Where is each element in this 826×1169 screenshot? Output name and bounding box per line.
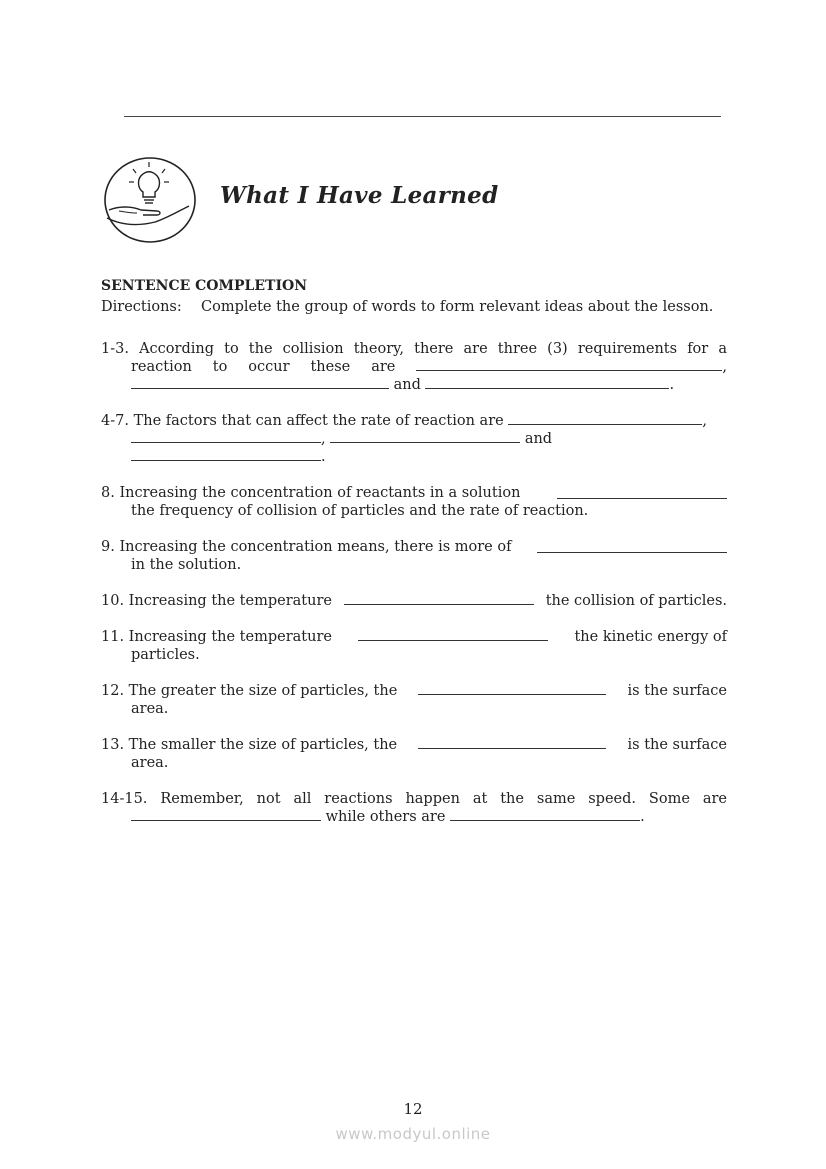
item-text: 13. The smaller the size of particles, the — [101, 737, 398, 753]
item-text: is the surface — [627, 737, 727, 753]
answer-blank[interactable] — [131, 376, 389, 389]
punct: , — [722, 359, 727, 375]
answer-blank[interactable] — [418, 736, 606, 749]
item-continuation: particles. — [131, 647, 200, 663]
answer-blank[interactable] — [131, 448, 321, 461]
item-text: 11. Increasing the temperature — [101, 629, 332, 645]
punct: , — [702, 413, 707, 429]
item-word: and — [524, 431, 553, 447]
item-line — [101, 358, 727, 376]
item-text: 4-7. The factors that can affect the rate of reaction are — [101, 413, 504, 429]
answer-blank[interactable] — [508, 412, 702, 425]
page-number: 12 — [403, 1100, 423, 1118]
item-4-7 — [101, 412, 727, 466]
item-line — [101, 538, 727, 556]
item-8 — [101, 484, 727, 520]
item-line — [101, 376, 727, 394]
item-text: is the surface — [627, 683, 727, 699]
answer-blank[interactable] — [425, 376, 669, 389]
answer-blank[interactable] — [418, 682, 606, 695]
page-title: What I Have Learned — [220, 182, 499, 209]
item-continuation: in the solution. — [131, 557, 242, 573]
item-word: to — [212, 359, 228, 375]
item-continuation: area. — [131, 701, 169, 717]
directions — [101, 299, 713, 315]
answer-blank[interactable] — [131, 430, 321, 443]
answer-blank[interactable] — [557, 486, 727, 499]
item-word: occur — [248, 359, 290, 375]
item-line — [101, 592, 727, 610]
item-13 — [101, 736, 727, 772]
item-word: these — [310, 359, 351, 375]
punct: . — [669, 377, 675, 393]
lightbulb-hand-icon — [103, 156, 197, 244]
punct: . — [640, 809, 645, 825]
item-continuation: area. — [131, 755, 169, 771]
answer-blank[interactable] — [131, 808, 321, 821]
top-rule — [124, 116, 721, 117]
item-text: 1-3. According to the collision theory, there are three (3) requirements for a — [101, 341, 727, 357]
item-text: 8. Increasing the concentration of reactants in a solution — [101, 485, 521, 501]
item-continuation: the frequency of collision of particles and the rate of reaction. — [131, 503, 589, 519]
item-word: are — [371, 359, 396, 375]
answer-blank[interactable] — [344, 592, 534, 605]
item-line — [101, 484, 727, 502]
item-text: 10. Increasing the temperature — [101, 593, 332, 609]
directions-text: Complete the group of words to form relevant ideas about the lesson. — [201, 299, 714, 315]
answer-blank[interactable] — [537, 540, 727, 553]
answer-blank[interactable] — [358, 628, 548, 641]
item-14-15 — [101, 790, 727, 826]
item-text: 9. Increasing the concentration means, there is more of — [101, 539, 512, 555]
item-text: the collision of particles. — [545, 593, 727, 609]
item-line — [101, 628, 727, 646]
item-10 — [101, 592, 727, 610]
item-9 — [101, 538, 727, 574]
item-word: reaction — [131, 359, 192, 375]
item-text: 14-15. Remember, not all reactions happen at the same speed. Some are — [101, 791, 727, 807]
item-text: while others are — [325, 809, 446, 825]
answer-blank[interactable] — [416, 358, 722, 371]
answer-blank[interactable] — [450, 808, 640, 821]
item-1-3 — [101, 340, 727, 394]
section-heading: SENTENCE COMPLETION — [101, 278, 307, 294]
item-word: and — [393, 377, 421, 393]
item-line — [101, 448, 727, 466]
directions-label: Directions: — [101, 299, 182, 315]
item-line — [101, 412, 727, 430]
item-line — [101, 682, 727, 700]
item-12 — [101, 682, 727, 718]
punct: , — [321, 431, 326, 447]
item-line — [101, 736, 727, 754]
answer-blank[interactable] — [330, 430, 520, 443]
item-text: the kinetic energy of — [574, 629, 727, 645]
item-line — [101, 430, 727, 448]
punct: . — [321, 449, 326, 465]
item-line — [101, 808, 727, 826]
watermark: www.modyul.online — [335, 1125, 491, 1143]
item-text: 12. The greater the size of particles, the — [101, 683, 398, 699]
item-11 — [101, 628, 727, 664]
